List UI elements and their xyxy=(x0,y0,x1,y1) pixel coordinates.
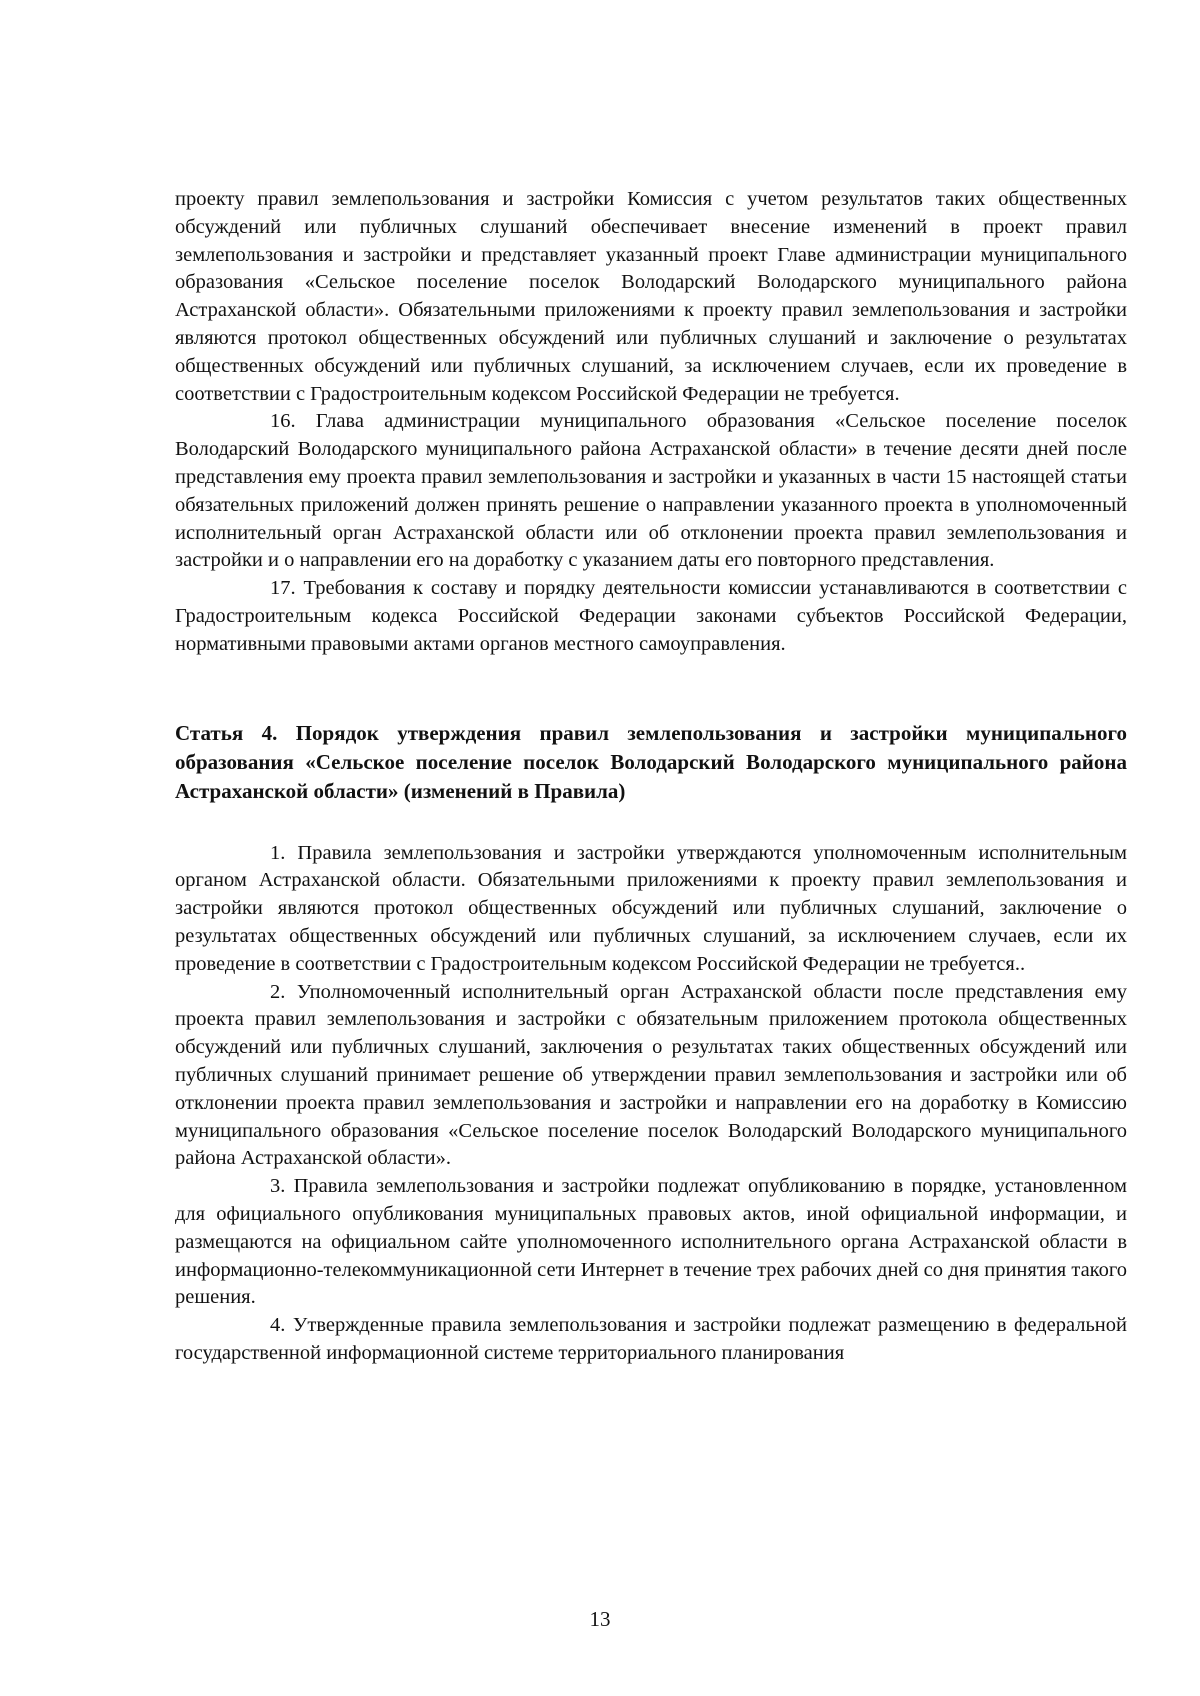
document-page xyxy=(175,186,1127,1368)
paragraph-16: 16. Глава администрации муниципального образования «Сельское поселение поселок Володарский Володарского муниципального района Астраханской области» в течение десяти дней после представления ему проекта правил землепользования и застройки и указанных в части 15 настоящей статьи обязательных приложений должен принять решение о направлении указанного проекта в уполномоченный исполнительный орган Астраханской области или об отклонении проекта правил землепользования и застройки и о направлении его на доработку с указанием даты его повторного представления. xyxy=(175,410,1127,572)
page-number: 13 xyxy=(589,1607,611,1631)
paragraph-1: 1. Правила землепользования и застройки утверждаются уполномоченным исполнительным органом Астраханской области. Обязательными приложениями к проекту правил землепользования и застройки являются протокол общественных обсуждений или публичных слушаний, заключение о результатах общественных обсуждений или публичных слушаний, за исключением случаев, если их проведение в соответствии с Градостроительным кодексом Российской Федерации не требуется.. xyxy=(175,841,1127,975)
paragraph-17: 17. Требования к составу и порядку деятельности комиссии устанавливаются в соответствии с Градостроительным кодекса Российской Федерации законами субъектов Российской Федерации, нормативными правовыми актами органов местного самоуправления. xyxy=(175,577,1127,655)
paragraph-2: 2. Уполномоченный исполнительный орган Астраханской области после представления ему проекта правил землепользования и застройки с обязательным приложением протокола общественных обсуждений или публичных слушаний, заключения о результатах таких общественных обсуждений или публичных слушаний принимает решение об утверждении правил землепользования и застройки или об отклонении проекта правил землепользования и застройки и направлении его на доработку в Комиссию муниципального образования «Сельское поселение поселок Володарский Володарского муниципального района Астраханской области». xyxy=(175,980,1127,1170)
paragraph-4: 4. Утвержденные правила землепользования и застройки подлежат размещению в федеральной государственной информационной системе территориального планирования xyxy=(175,1314,1127,1364)
article-heading: Статья 4. Порядок утверждения правил землепользования и застройки муниципального образования «Сельское поселение поселок Володарский Володарского муниципального района Астраханской области» (изменений в Правила) xyxy=(175,720,1127,803)
paragraph-3: 3. Правила землепользования и застройки подлежат опубликованию в порядке, установленном для официального опубликования муниципальных правовых актов, иной официальной информации, и размещаются на официальном сайте уполномоченного исполнительного органа Астраханской области в информационно-телекоммуникационной сети Интернет в течение трех рабочих дней со дня принятия такого решения. xyxy=(175,1175,1127,1309)
paragraph-continuation: проекту правил землепользования и застройки Комиссия с учетом результатов таких общественных обсуждений или публичных слушаний обеспечивает внесение изменений в проект правил землепользования и застройки и представляет указанный проект Главе администрации муниципального образования «Сельское поселение поселок Володарский Володарского муниципального района Астраханской области». Обязательными приложениями к проекту правил землепользования и застройки являются протокол общественных обсуждений или публичных слушаний и заключение о результатах общественных обсуждений или публичных слушаний, за исключением случаев, если их проведение в соответствии с Градостроительным кодексом Российской Федерации не требуется. xyxy=(175,188,1127,405)
